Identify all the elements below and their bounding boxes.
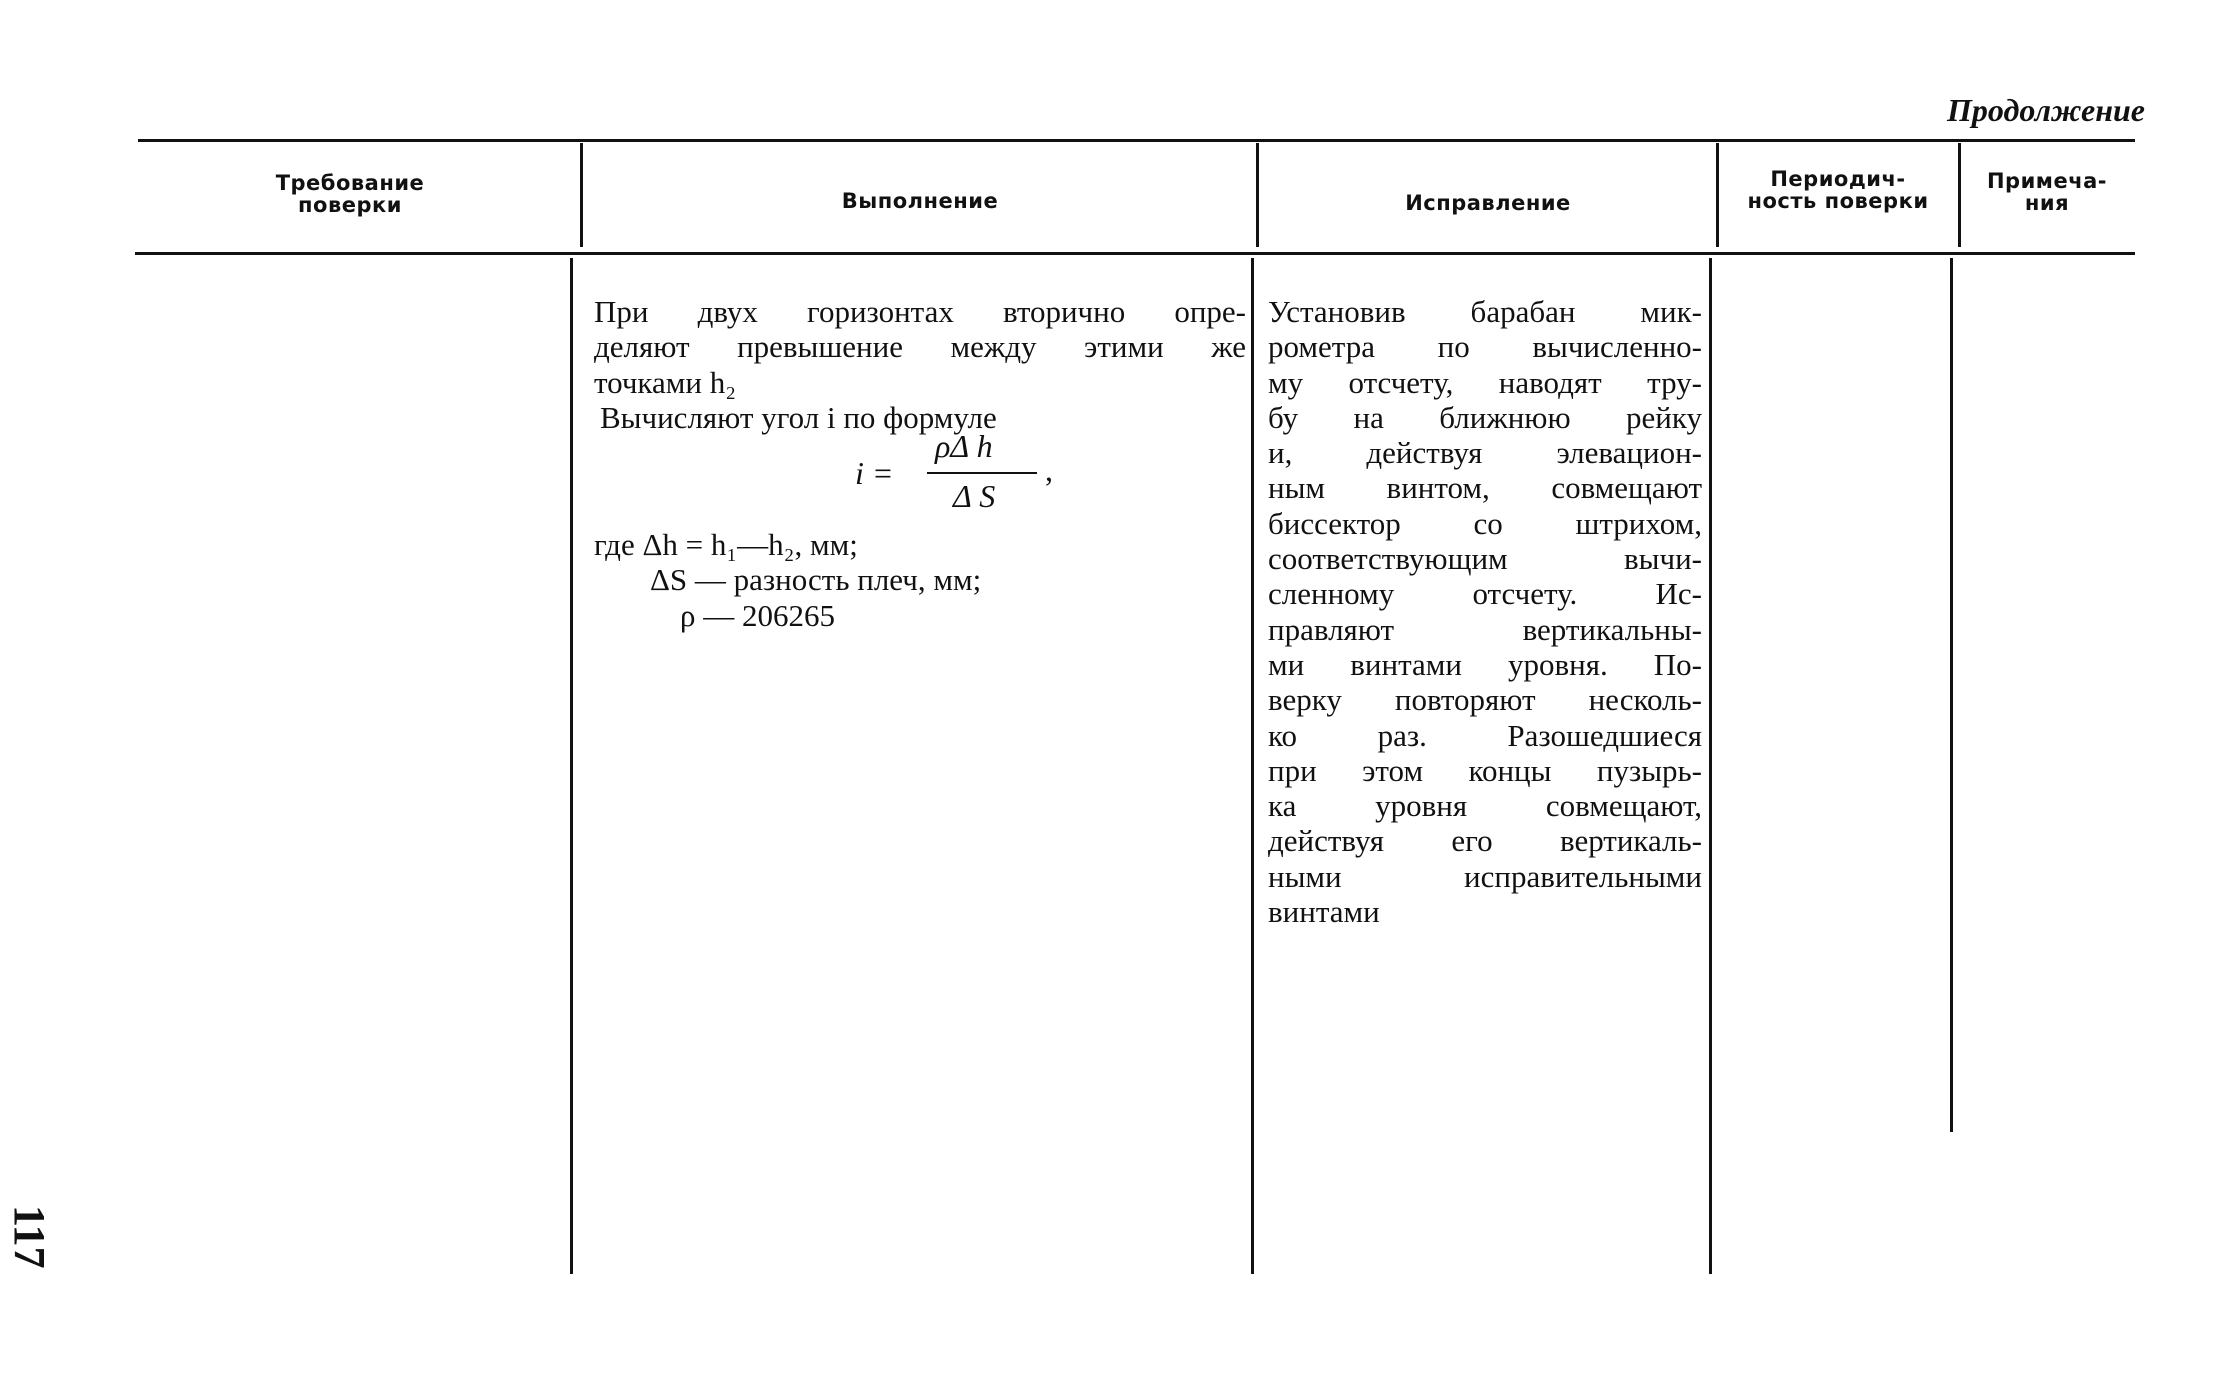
header-bottom-rule (135, 252, 2135, 255)
where-line: ΔS — разность плеч, мм; (650, 562, 982, 598)
correction-text (1268, 294, 1702, 929)
header-periodicity: Периодич- ность поверки (1747, 167, 1929, 213)
header-divider-2 (1256, 143, 1259, 247)
correction-line: ми винтами уровня. По- (1268, 646, 1702, 682)
body-divider-3 (1709, 258, 1712, 1274)
correction-line: правляют вертикальны- (1268, 611, 1702, 647)
correction-line: верку повторяют несколь- (1268, 682, 1702, 718)
page-number: 117 (5, 1205, 54, 1269)
continuation-label: Продолжение (1947, 92, 2145, 128)
correction-line: при этом концы пузырь- (1268, 752, 1702, 788)
execution-line: точками h₂ (594, 364, 737, 400)
formula (855, 430, 1055, 520)
header-execution: Выполнение (841, 189, 999, 213)
correction-line: ка уровня совмещают, (1268, 788, 1702, 824)
execution-where (594, 527, 1246, 633)
header-correction: Исправление (1405, 191, 1571, 215)
correction-line: бу на ближнюю рейку (1268, 399, 1702, 435)
correction-line: и, действуя элевацион- (1268, 435, 1702, 471)
header-divider-4 (1958, 143, 1961, 247)
formula-numerator: ρΔ h (935, 428, 993, 464)
execution-line: Вычисляют угол i по формуле (600, 399, 997, 435)
table-top-rule (138, 139, 2135, 142)
correction-line: Установив барабан мик- (1268, 294, 1702, 329)
correction-line: ко раз. Разошедшиеся (1268, 717, 1702, 753)
execution-text (594, 294, 1246, 435)
where-line: ρ — 206265 (680, 597, 835, 633)
formula-trail: , (1045, 452, 1053, 488)
body-divider-1 (570, 258, 573, 1274)
correction-line: сленному отсчету. Ис- (1268, 576, 1702, 612)
correction-line: ным винтом, совмещают (1268, 470, 1702, 506)
body-divider-2 (1251, 258, 1254, 1274)
correction-line: биссектор со штрихом, (1268, 505, 1702, 541)
execution-line: деляют превышение между этими же (594, 329, 1246, 365)
body-divider-4 (1950, 258, 1953, 1132)
correction-line: винтами (1268, 894, 1380, 930)
formula-denominator: Δ S (953, 478, 996, 514)
correction-line: соответствующим вычи- (1268, 541, 1702, 577)
correction-line: ными исправительными (1268, 858, 1702, 894)
correction-line: рометра по вычисленно- (1268, 329, 1702, 365)
where-line: где Δh = h₁—h₂, мм; (594, 527, 858, 562)
formula-bar (927, 472, 1037, 474)
correction-line: му отсчету, наводят тру- (1268, 364, 1702, 400)
correction-line: действуя его вертикаль- (1268, 823, 1702, 859)
header-divider-1 (580, 143, 583, 247)
header-notes: Примеча- ния (1986, 169, 2108, 215)
header-requirement: Требование поверки (275, 171, 425, 217)
execution-line: При двух горизонтах вторично опре- (594, 294, 1246, 329)
formula-lhs: i = (855, 455, 894, 491)
